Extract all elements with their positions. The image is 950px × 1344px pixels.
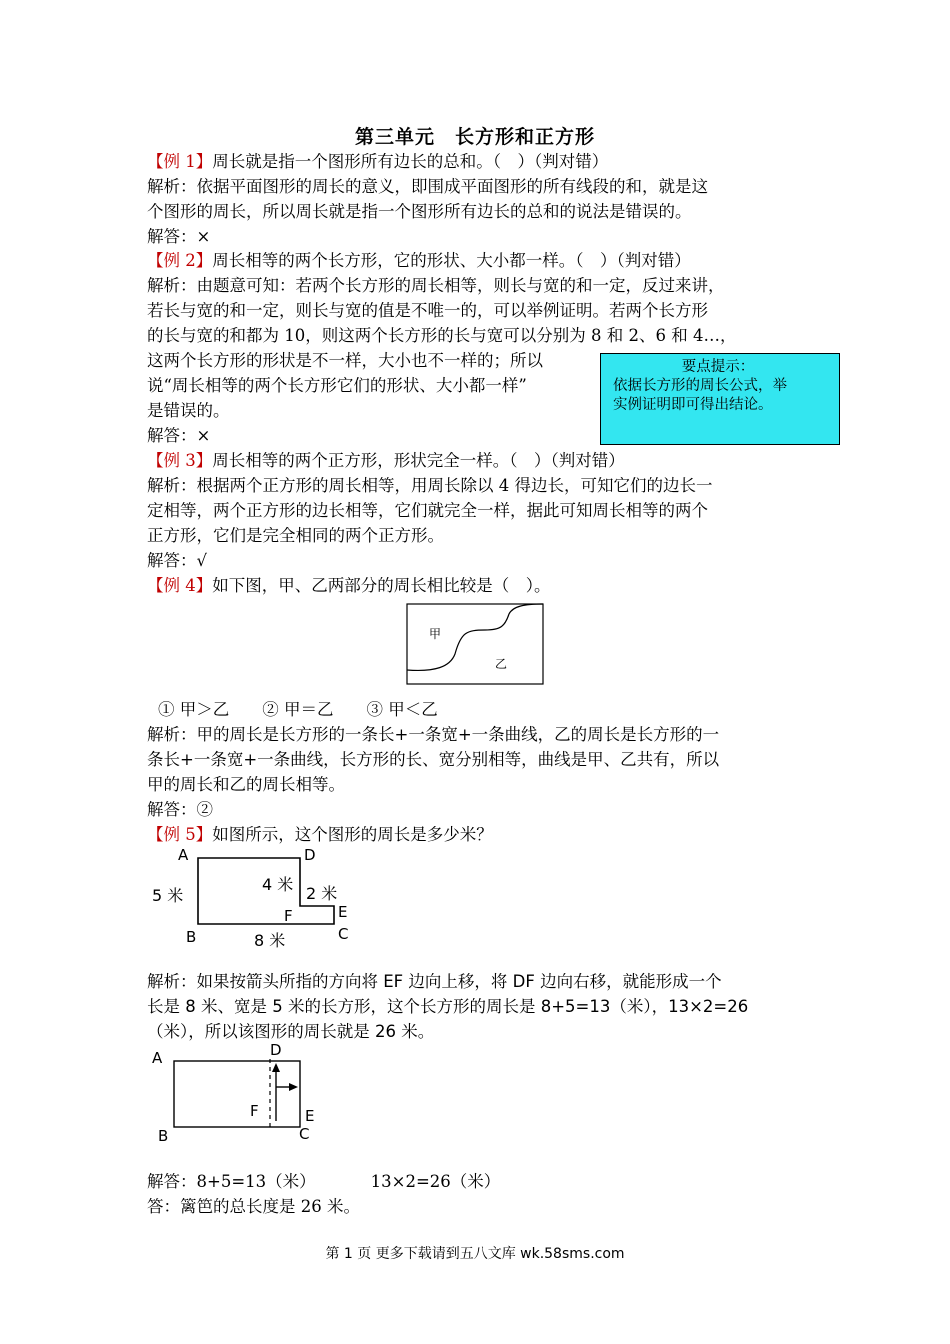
ex4-options: ① 甲＞乙 ② 甲＝乙 ③ 甲＜乙 — [158, 700, 438, 719]
ex4-rectangle — [407, 604, 543, 684]
ex5-fig1-label-e: E — [338, 903, 348, 921]
ex2-analysis-line3: 的长与宽的和都为 10，则这两个长方形的长与宽可以分别为 8 和 2、6 和 4…， — [147, 326, 737, 345]
ex3-analysis-line3: 正方形，它们是完全相同的两个正方形。 — [147, 526, 444, 545]
ex5-fig1-right-length: 2 米 — [306, 884, 338, 903]
ex4-answer: 解答：② — [147, 800, 213, 819]
ex2-analysis-line1: 解析：由题意可知：若两个长方形的周长相等，则长与宽的和一定，反过来讲， — [147, 276, 725, 295]
ex2-answer: 解答：× — [147, 426, 211, 445]
ex5-fig1-label-a: A — [178, 846, 189, 864]
ex5-fig2-label-b: B — [158, 1127, 169, 1145]
ex5-analysis-line3: （米），所以该图形的周长就是 26 米。 — [147, 1022, 435, 1041]
ex3-tag: 【例 3】 — [147, 451, 213, 470]
ex5-tag: 【例 5】 — [147, 825, 213, 844]
ex4-figure — [405, 602, 545, 686]
ex5-fig1-label-c: C — [338, 925, 349, 943]
ex3-analysis-line1: 解析：根据两个正方形的周长相等，用周长除以 4 得边长，可知它们的边长一 — [147, 476, 713, 495]
ex2-analysis-line5: 说“周长相等的两个长方形它们的形状、大小都一样” — [147, 376, 527, 395]
ex3-question: 【例 3】周长相等的两个正方形，形状完全一样。（ ）（判对错） — [147, 451, 625, 470]
ex5-fig1-bottom-length: 8 米 — [254, 931, 286, 950]
ex5-final-answer: 答：篱笆的总长度是 26 米。 — [147, 1197, 360, 1216]
ex2-analysis-line2: 若长与宽的和一定，则长与宽的值是不唯一的，可以举例证明。若两个长方形 — [147, 301, 708, 320]
ex5-fig2-label-e: E — [305, 1107, 315, 1125]
ex4-question: 【例 4】如下图，甲、乙两部分的周长相比较是（ ）。 — [147, 576, 551, 595]
ex4-tag: 【例 4】 — [147, 576, 213, 595]
ex5-fig2-rectangle — [174, 1061, 300, 1127]
ex5-fig1-label-d: D — [304, 846, 316, 864]
ex1-question: 【例 1】周长就是指一个图形所有边长的总和。（ ）（判对错） — [147, 152, 609, 171]
ex4-analysis-line2: 条长+一条宽+一条曲线，长方形的长、宽分别相等，曲线是甲、乙共有，所以 — [147, 750, 720, 769]
ex4-label-jia: 甲 — [429, 627, 442, 641]
ex5-fig1-inner-length: 4 米 — [262, 875, 294, 894]
ex4-analysis-line1: 解析：甲的周长是长方形的一条长+一条宽+一条曲线，乙的周长是长方形的一 — [147, 725, 720, 744]
tip-line1: 依据长方形的周长公式，举 — [613, 378, 787, 394]
ex5-answer: 解答：8+5=13（米） 13×2=26（米） — [147, 1172, 501, 1191]
ex5-fig2-label-d: D — [270, 1041, 282, 1059]
ex5-fig2-label-c: C — [299, 1125, 310, 1143]
ex2-analysis-line6: 是错误的。 — [147, 401, 230, 420]
tip-box — [600, 353, 840, 445]
ex1-tag: 【例 1】 — [147, 152, 213, 171]
ex3-answer: 解答：√ — [147, 551, 208, 570]
ex5-question: 【例 5】如图所示，这个图形的周长是多少米？ — [147, 825, 493, 844]
ex5-analysis-line1: 解析：如果按箭头所指的方向将 EF 边向上移，将 DF 边向右移，就能形成一个 — [147, 972, 722, 991]
tip-title: 要点提示： — [681, 359, 755, 375]
ex5-fig1-label-b: B — [186, 928, 197, 946]
ex2-question: 【例 2】周长相等的两个长方形，它的形状、大小都一样。（ ）（判对错） — [147, 251, 691, 270]
page-footer: 第 1 页 更多下载请到五八文库 wk.58sms.com — [325, 1246, 625, 1262]
ex5-fig2-right-arrowhead — [289, 1083, 298, 1091]
ex5-figure-2 — [148, 1041, 328, 1147]
ex1-answer: 解答：× — [147, 227, 211, 246]
ex2-analysis-line4: 这两个长方形的形状是不一样，大小也不一样的；所以 — [147, 351, 543, 370]
ex5-fig2-label-f: F — [250, 1102, 259, 1120]
ex4-analysis-line3: 甲的周长和乙的周长相等。 — [147, 775, 345, 794]
ex5-fig2-label-a: A — [152, 1049, 163, 1067]
page-title: 第三单元 长方形和正方形 — [354, 126, 595, 148]
ex1-analysis-line1: 解析：依据平面图形的周长的意义，即围成平面图形的所有线段的和，就是这 — [147, 177, 708, 196]
ex5-fig2-up-arrowhead — [272, 1063, 280, 1072]
ex4-curve — [407, 604, 543, 670]
tip-line2: 实例证明即可得出结论。 — [613, 397, 773, 413]
ex2-tag: 【例 2】 — [147, 251, 213, 270]
ex3-analysis-line2: 定相等，两个正方形的边长相等，它们就完全一样，据此可知周长相等的两个 — [147, 501, 708, 520]
ex1-analysis-line2: 个图形的周长，所以周长就是指一个图形所有边长的总和的说法是错误的。 — [147, 202, 692, 221]
ex4-label-yi: 乙 — [495, 657, 508, 671]
ex5-analysis-line2: 长是 8 米、宽是 5 米的长方形，这个长方形的周长是 8+5=13（米），13×2=26 — [147, 997, 749, 1016]
ex5-fig1-left-length: 5 米 — [152, 886, 184, 905]
ex5-figure-1 — [148, 846, 358, 950]
ex5-fig1-label-f: F — [284, 907, 293, 925]
